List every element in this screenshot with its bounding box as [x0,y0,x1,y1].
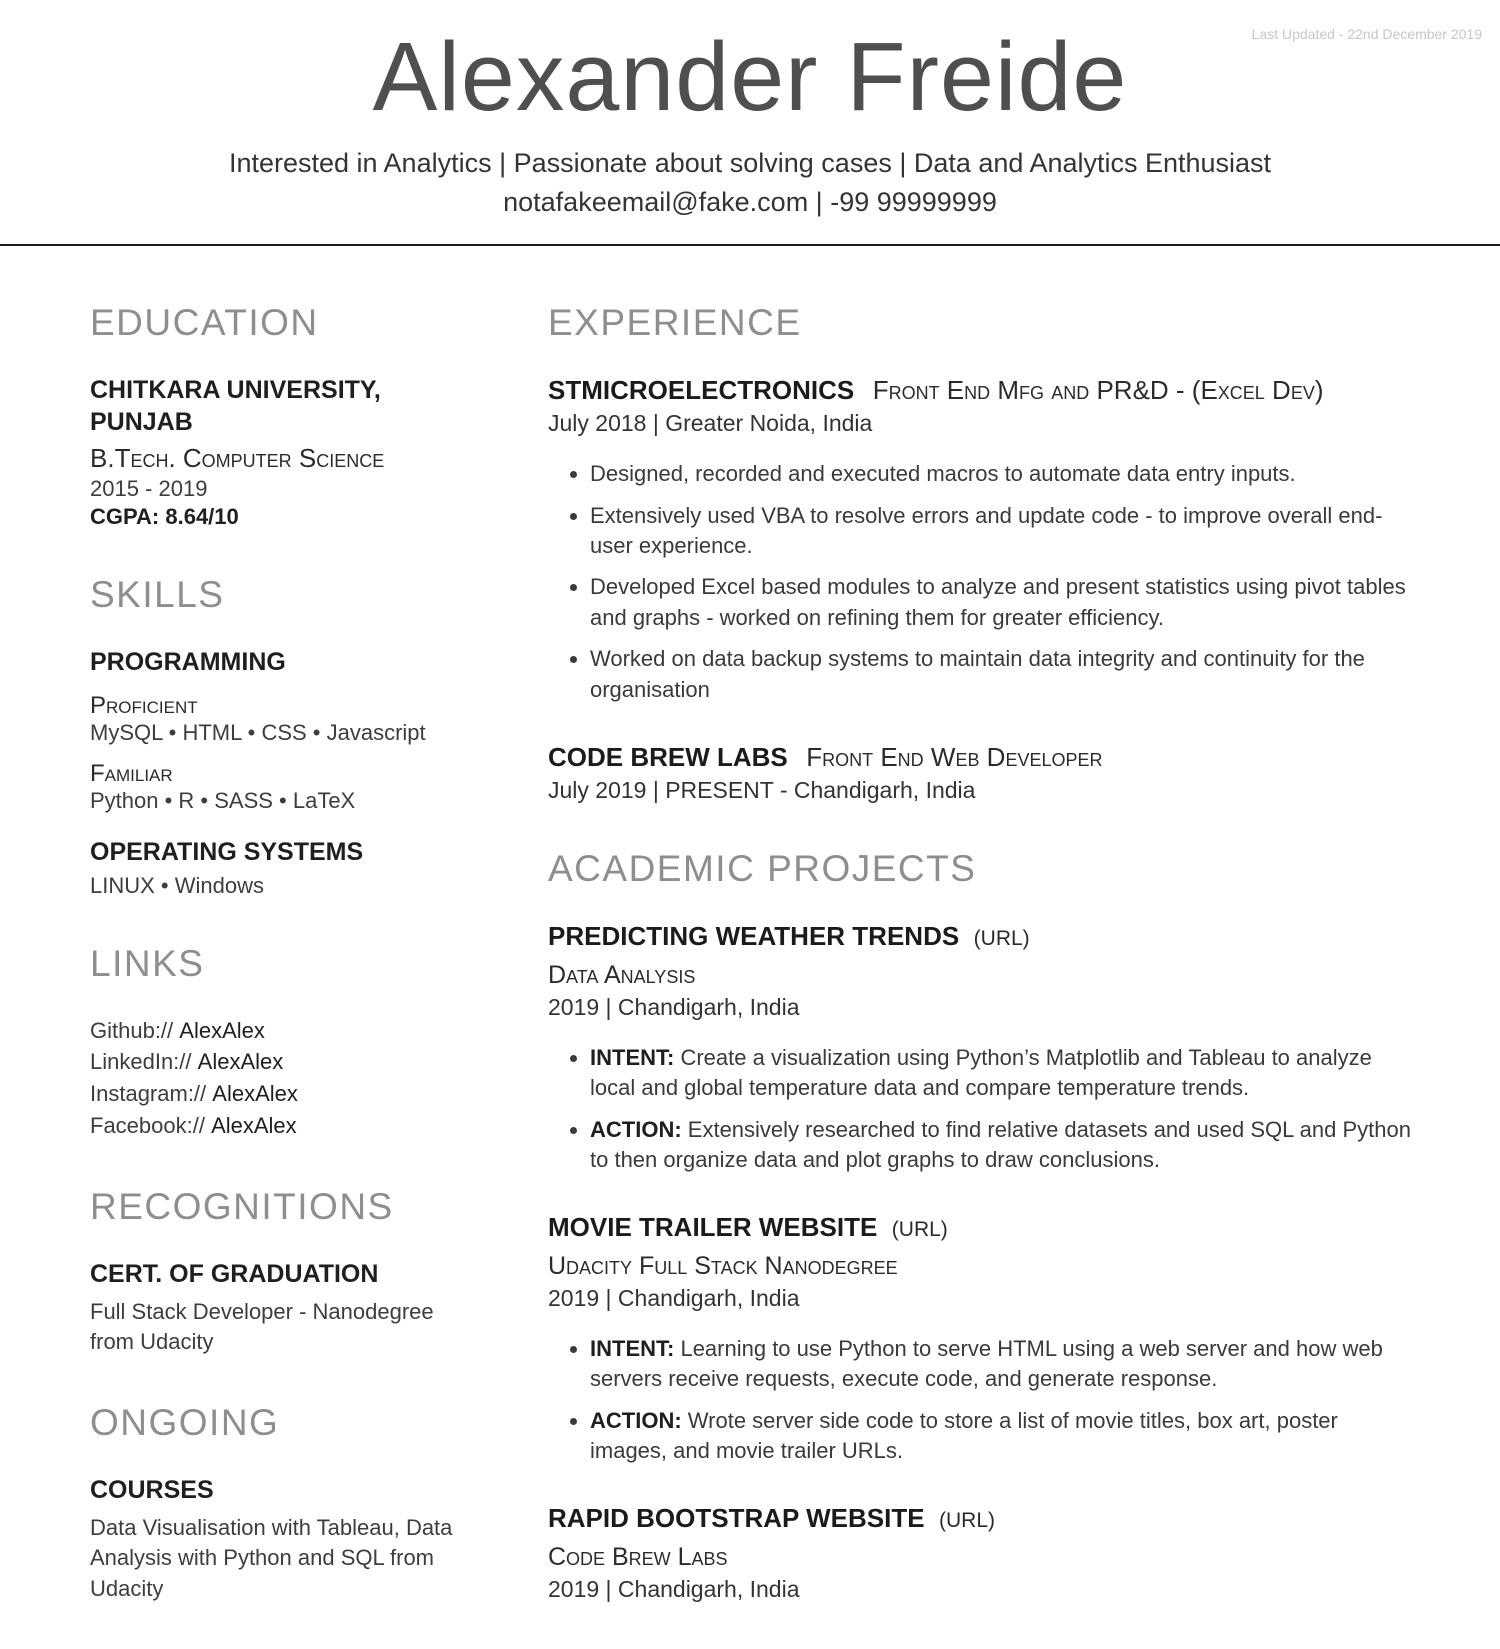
job-code-brew-labs [548,741,1412,805]
links-list [90,1015,482,1143]
project-meta: 2019 | Chandigarh, India [548,1284,800,1311]
job-title-row [548,374,1412,407]
links-heading: LINKS [90,942,205,984]
ongoing-description: Data Visualisation with Tableau, Data Analysis with Python and SQL from Udacity [90,1514,453,1602]
job-bullets [562,459,1412,705]
left-column [90,302,482,1649]
skills-programming-title: PROGRAMMING [90,647,286,676]
job-title-row [548,741,1412,774]
resume-body [0,246,1500,1649]
bullet-label: INTENT: [590,1335,675,1361]
job-role: Front End Web Developer [806,741,1103,772]
education-school: CHITKARA UNIVERSITY, PUNJAB [90,375,381,437]
contact-line: notafakeemail@fake.com | -99 99999999 [503,186,997,217]
projects-heading: ACADEMIC PROJECTS [548,848,977,890]
job-bullet: • Extensively used VBA to resolve errors and update code - to improve overall end-user experience. [590,501,1412,562]
bullet-label: INTENT: [590,1044,675,1070]
project-title-row [548,920,1412,953]
section-academic-projects [548,848,1412,1602]
section-experience [548,302,1412,805]
project-title-row [548,1502,1412,1535]
section-ongoing [90,1402,482,1605]
section-skills [90,574,482,899]
ongoing-title: COURSES [90,1476,214,1505]
skills-heading: SKILLS [90,573,225,615]
recognition-description: Full Stack Developer - Nanodegree from Udacity [90,1298,434,1355]
link-github-prefix: Github:// [90,1017,174,1043]
section-recognitions [90,1186,482,1358]
right-column [548,302,1412,1649]
project-subtitle: Code Brew Labs [548,1542,728,1571]
project-bullets [562,1043,1412,1175]
bullet-text: Extensively researched to find relative datasets and used SQL and Python to then organize data and plot graphs to draw conclusions. [590,1116,1411,1172]
job-bullet: • Designed, recorded and executed macros to automate data entry inputs. [590,459,1412,489]
job-company: CODE BREW LABS [548,741,788,772]
project-bullet [590,1406,1412,1467]
link-instagram-prefix: Instagram:// [90,1081,207,1107]
project-bullet [590,1115,1412,1176]
link-facebook-prefix: Facebook:// [90,1113,205,1139]
person-name: Alexander Freide [372,22,1128,131]
skills-proficient-label: Proficient [90,692,198,720]
bullet-label: ACTION: [590,1116,682,1142]
link-facebook [90,1110,482,1142]
project-title: PREDICTING WEATHER TRENDS [548,921,960,952]
project-bullets [562,1334,1412,1466]
project-subtitle: Udacity Full Stack Nanodegree [548,1251,898,1280]
bullet-label: ACTION: [590,1407,682,1433]
recognitions-heading: RECOGNITIONS [90,1186,394,1228]
recognition-title: CERT. OF GRADUATION [90,1260,379,1289]
link-facebook-handle[interactable]: AlexAlex [211,1113,297,1139]
ongoing-heading: ONGOING [90,1402,280,1444]
link-linkedin [90,1046,482,1078]
link-linkedin-handle[interactable]: AlexAlex [197,1049,284,1075]
last-updated-note: Last Updated - 22nd December 2019 [1251,26,1482,42]
bullet-text: Create a visualization using Python’s Matplotlib and Tableau to analyze local and global temperature data and compare temperature trends. [590,1044,1372,1101]
bullet-text: Wrote server side code to store a list of movie titles, box art, poster images, and movie trailer URLs. [590,1407,1338,1463]
skills-familiar-items: Python • R • SASS • LaTeX [90,788,356,814]
link-instagram-handle[interactable]: AlexAlex [212,1081,298,1107]
project-bullet [590,1334,1412,1395]
link-linkedin-prefix: LinkedIn:// [90,1049,192,1075]
job-company: STMICROELECTRONICS [548,374,855,405]
experience-heading: EXPERIENCE [548,301,802,343]
project-meta: 2019 | Chandigarh, India [548,1575,800,1602]
project-rapid-bootstrap-website [548,1502,1412,1603]
project-subtitle: Data Analysis [548,960,696,989]
project-meta: 2019 | Chandigarh, India [548,993,800,1020]
link-instagram [90,1078,482,1110]
project-url-link[interactable]: (URL) [939,1509,995,1533]
job-role: Front End Mfg and PR&D - (Excel Dev) [872,374,1324,405]
project-title: MOVIE TRAILER WEBSITE [548,1212,878,1243]
project-movie-trailer-website [548,1211,1412,1466]
project-title-row [548,1211,1412,1244]
link-github [90,1015,482,1047]
job-stmicroelectronics [548,374,1412,705]
education-degree: B.Tech. Computer Science [90,442,385,473]
project-predicting-weather-trends [548,920,1412,1175]
link-github-handle[interactable]: AlexAlex [179,1017,265,1043]
education-gpa: CGPA: 8.64/10 [90,503,239,529]
skills-proficient-items: MySQL • HTML • CSS • Javascript [90,720,426,746]
section-education [90,302,482,530]
skills-familiar-label: Familiar [90,760,173,788]
job-bullet: • Developed Excel based modules to analyze and present statistics using pivot tables and graphs - worked on refining them for greater efficiency. [590,572,1412,633]
skills-os-group [90,836,482,899]
skills-os-items: LINUX • Windows [90,872,264,898]
education-years: 2015 - 2019 [90,475,208,501]
skills-os-title: OPERATING SYSTEMS [90,838,364,867]
job-meta: July 2019 | PRESENT - Chandigarh, India [548,777,976,804]
bullet-text: Learning to use Python to serve HTML using a web server and how web servers receive requests, execute code, and generate response. [590,1335,1383,1392]
project-url-link[interactable]: (URL) [891,1218,948,1242]
tagline: Interested in Analytics | Passionate about solving cases | Data and Analytics Enthusiast [228,147,1272,178]
job-bullet: • Worked on data backup systems to maintain data integrity and continuity for the organisation [590,644,1412,705]
job-meta: July 2018 | Greater Noida, India [548,410,873,437]
section-links [90,943,482,1143]
education-heading: EDUCATION [90,301,319,343]
project-url-link[interactable]: (URL) [973,927,1030,951]
project-title: RAPID BOOTSTRAP WEBSITE [548,1503,925,1534]
project-bullet [590,1043,1412,1104]
